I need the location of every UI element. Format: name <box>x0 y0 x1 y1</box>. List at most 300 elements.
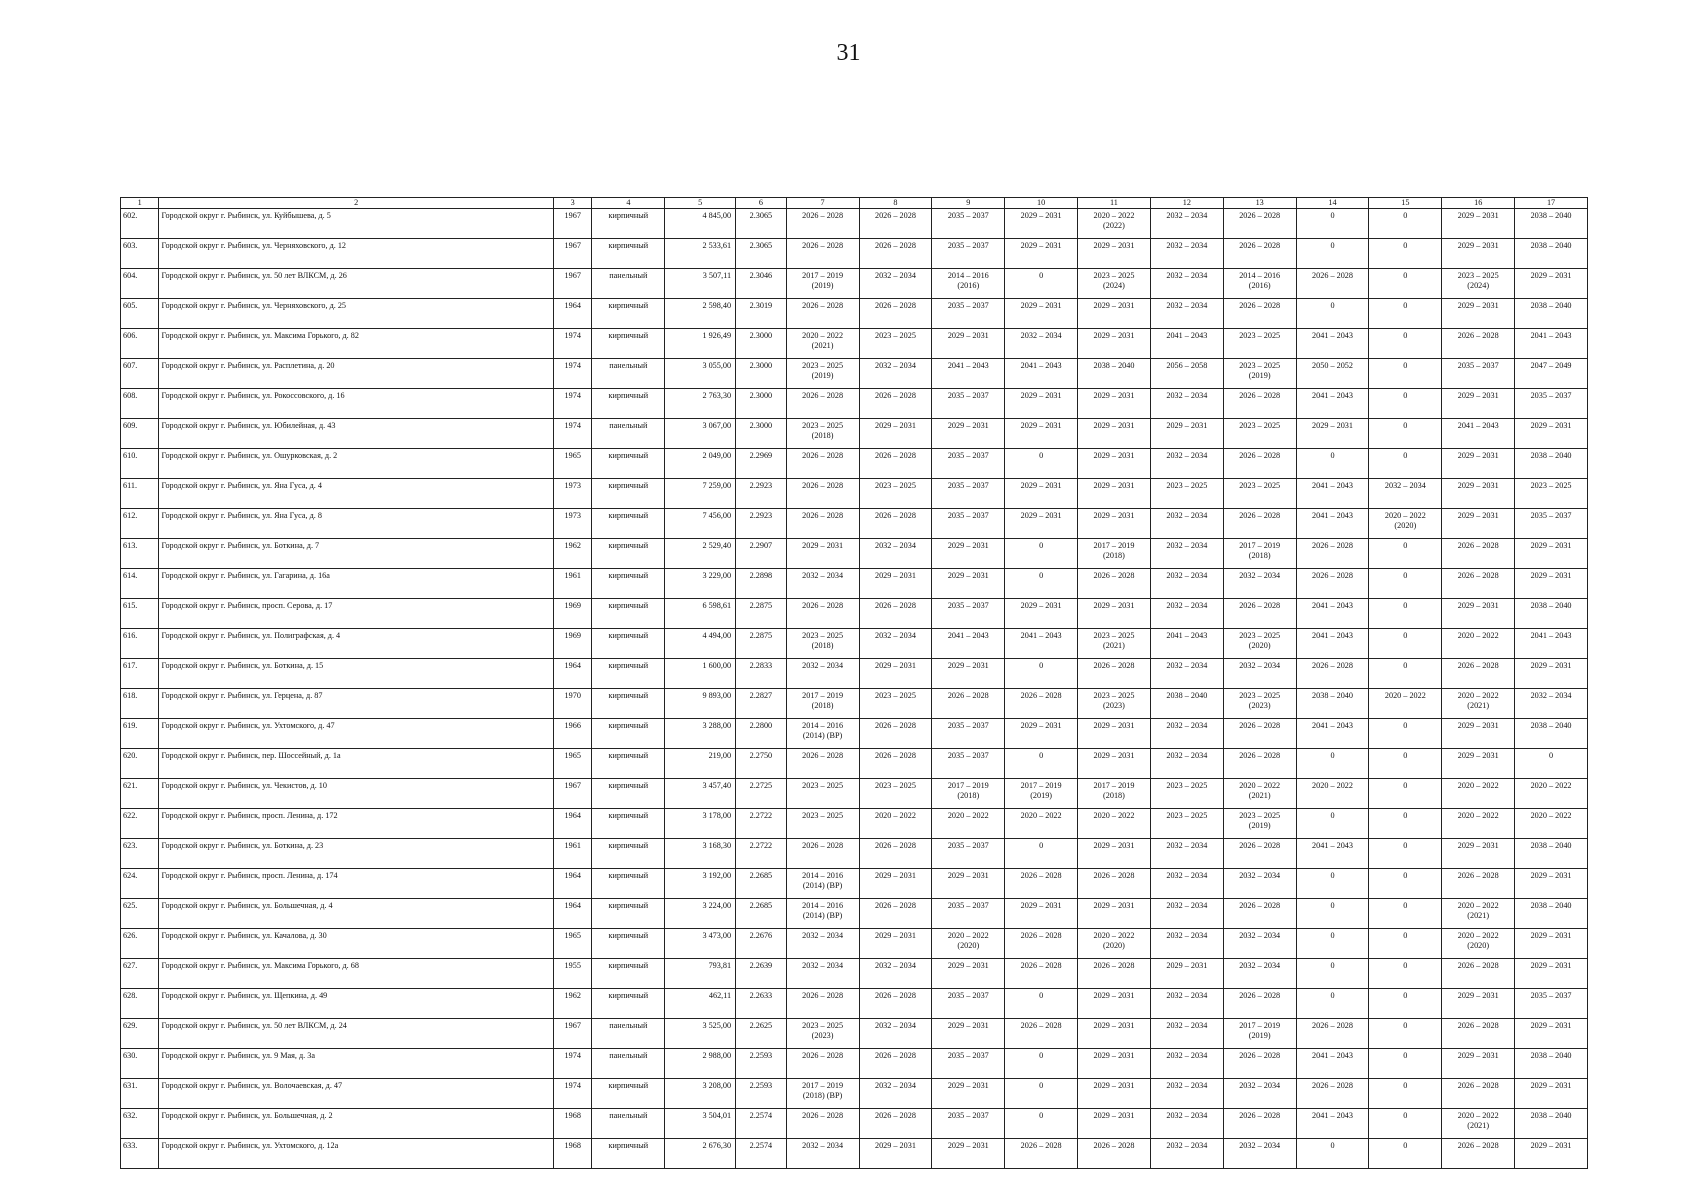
year-cell <box>554 389 592 419</box>
cell-text: 1974 <box>564 1081 581 1090</box>
cell-text: 4 845,00 <box>702 211 732 220</box>
cell-text: (2021) <box>1248 791 1271 800</box>
cell-text: (2019) <box>811 281 834 290</box>
period-cell <box>786 1139 859 1169</box>
cell-text: 1 600,00 <box>702 661 732 670</box>
period-cell <box>1150 1049 1223 1079</box>
cell-text: Городской округ г. Рыбинск, ул. Юбилейная, д. 43 <box>161 421 336 430</box>
period-cell <box>1296 809 1369 839</box>
table-row <box>121 389 1588 419</box>
period-cell <box>1078 599 1151 629</box>
cell-text: 2029 – 2031 <box>1457 601 1499 610</box>
period-cell <box>1296 749 1369 779</box>
period-cell <box>932 659 1005 689</box>
period-cell <box>859 329 932 359</box>
cell-text: 0 <box>1039 571 1044 580</box>
period-cell <box>1078 839 1151 869</box>
cell-text: 2014 – 2016 <box>802 721 844 730</box>
period-cell <box>1150 539 1223 569</box>
cell-text: 2026 – 2028 <box>1239 241 1281 250</box>
cell-text: 2029 – 2031 <box>1457 391 1499 400</box>
period-cell <box>1515 1049 1588 1079</box>
period-cell <box>932 1139 1005 1169</box>
period-cell <box>1150 509 1223 539</box>
cell-text: 0 <box>1403 241 1408 250</box>
area-cell <box>665 899 736 929</box>
period-cell <box>1296 719 1369 749</box>
year-cell <box>554 959 592 989</box>
period-cell <box>932 419 1005 449</box>
cell-text: 2041 – 2043 <box>1312 721 1353 730</box>
cell-text: 2026 – 2028 <box>1239 751 1281 760</box>
cell-text: 2026 – 2028 <box>1093 961 1135 970</box>
cell-text: 0 <box>1403 961 1408 970</box>
cell-text: 0 <box>1039 991 1044 1000</box>
cell-text: Городской округ г. Рыбинск, ул. Боткина, д. 7 <box>161 541 320 550</box>
year-cell <box>554 299 592 329</box>
year-cell <box>554 1019 592 1049</box>
cell-text: 0 <box>1330 211 1335 220</box>
period-cell <box>859 449 932 479</box>
cell-text: 608. <box>123 391 138 400</box>
period-cell <box>1223 449 1296 479</box>
cell-text: 2035 – 2037 <box>1457 361 1499 370</box>
cell-text: (2024) <box>1103 281 1125 290</box>
period-cell <box>786 1079 859 1109</box>
cell-text: (2018) <box>811 431 834 440</box>
period-cell <box>1442 539 1515 569</box>
period-cell <box>1078 569 1151 599</box>
cell-text: 2035 – 2037 <box>947 841 989 850</box>
period-cell <box>932 839 1005 869</box>
area-cell <box>665 419 736 449</box>
cell-text: 2029 – 2031 <box>1457 991 1499 1000</box>
column-header: 11 <box>1078 198 1151 209</box>
row-number-cell <box>121 1049 159 1079</box>
index-cell <box>736 629 787 659</box>
cell-text: 0 <box>1039 751 1044 760</box>
cell-text: 0 <box>1403 721 1408 730</box>
cell-text: 2.2574 <box>749 1141 773 1150</box>
address-cell <box>159 509 554 539</box>
cell-text: 3 473,00 <box>702 931 732 940</box>
cell-text: 3 224,00 <box>702 901 732 910</box>
period-cell <box>1442 269 1515 299</box>
cell-text: 2026 – 2028 <box>874 451 916 460</box>
year-cell <box>554 209 592 239</box>
period-cell <box>1150 899 1223 929</box>
period-cell <box>1515 419 1588 449</box>
period-cell <box>786 599 859 629</box>
cell-text: (2018) <box>811 641 834 650</box>
period-cell <box>1369 539 1442 569</box>
cell-text: 604. <box>123 271 138 280</box>
period-cell <box>1442 689 1515 719</box>
area-cell <box>665 659 736 689</box>
material-cell <box>592 959 665 989</box>
period-cell <box>1078 479 1151 509</box>
cell-text: 2041 – 2043 <box>1020 631 1062 640</box>
cell-text: 1966 <box>564 721 581 730</box>
cell-text: 2020 – 2022 <box>1093 211 1135 220</box>
cell-text: 2023 – 2025 <box>1166 811 1208 820</box>
address-cell <box>159 389 554 419</box>
cell-text: 1 926,49 <box>702 331 732 340</box>
cell-text: 2026 – 2028 <box>874 991 916 1000</box>
cell-text: 2026 – 2028 <box>874 211 916 220</box>
period-cell <box>859 809 932 839</box>
period-cell <box>859 1109 932 1139</box>
cell-text: 2032 – 2034 <box>1239 1141 1281 1150</box>
cell-text: 2026 – 2028 <box>1312 661 1353 670</box>
cell-text: 2.3046 <box>749 271 773 280</box>
cell-text: 1973 <box>564 511 581 520</box>
cell-text: 0 <box>1330 991 1335 1000</box>
period-cell <box>786 209 859 239</box>
cell-text: 0 <box>1403 751 1408 760</box>
period-cell <box>786 389 859 419</box>
cell-text: 2017 – 2019 <box>1020 781 1062 790</box>
material-cell <box>592 689 665 719</box>
period-cell <box>1442 1049 1515 1079</box>
period-cell <box>859 359 932 389</box>
cell-text: 0 <box>1039 541 1044 550</box>
material-cell <box>592 359 665 389</box>
material-cell <box>592 929 665 959</box>
cell-text: Городской округ г. Рыбинск, ул. Максима Горького, д. 68 <box>161 961 359 970</box>
cell-text: 2035 – 2037 <box>947 211 989 220</box>
cell-text: 2029 – 2031 <box>1530 1081 1572 1090</box>
cell-text: 2041 – 2043 <box>1312 511 1353 520</box>
row-number-cell <box>121 569 159 599</box>
address-cell <box>159 1049 554 1079</box>
cell-text: 2032 – 2034 <box>1166 541 1208 550</box>
area-cell <box>665 869 736 899</box>
period-cell <box>1005 1139 1078 1169</box>
cell-text: (2018) <box>1248 551 1271 560</box>
cell-text: 0 <box>1403 331 1408 340</box>
material-cell <box>592 599 665 629</box>
period-cell <box>1005 629 1078 659</box>
address-cell <box>159 479 554 509</box>
period-cell <box>1515 779 1588 809</box>
area-cell <box>665 509 736 539</box>
cell-text: 2 763,30 <box>702 391 732 400</box>
cell-text: 2029 – 2031 <box>1093 1081 1135 1090</box>
address-cell <box>159 659 554 689</box>
column-header: 17 <box>1515 198 1588 209</box>
cell-text: 0 <box>1330 241 1335 250</box>
period-cell <box>1296 869 1369 899</box>
cell-text: 2029 – 2031 <box>947 1021 989 1030</box>
cell-text: 2026 – 2028 <box>802 841 844 850</box>
period-cell <box>1078 899 1151 929</box>
cell-text: панельный <box>609 1021 648 1030</box>
cell-text: (2023) <box>811 1031 834 1040</box>
address-cell <box>159 809 554 839</box>
cell-text: 2041 – 2043 <box>1312 841 1353 850</box>
cell-text: 2029 – 2031 <box>1530 931 1572 940</box>
period-cell <box>1442 839 1515 869</box>
period-cell <box>932 479 1005 509</box>
address-cell <box>159 1109 554 1139</box>
period-cell <box>1150 989 1223 1019</box>
cell-text: (2019) <box>1248 821 1271 830</box>
cell-text: (2021) <box>1467 1121 1490 1130</box>
year-cell <box>554 449 592 479</box>
cell-text: 2023 – 2025 <box>874 481 916 490</box>
period-cell <box>932 269 1005 299</box>
cell-text: 2047 – 2049 <box>1530 361 1572 370</box>
period-cell <box>1296 899 1369 929</box>
cell-text: 2029 – 2031 <box>1093 1051 1135 1060</box>
column-header: 1 <box>121 198 159 209</box>
period-cell <box>786 839 859 869</box>
cell-text: 2029 – 2031 <box>1020 481 1062 490</box>
period-cell <box>1442 869 1515 899</box>
address-cell <box>159 839 554 869</box>
period-cell <box>932 749 1005 779</box>
area-cell <box>665 1139 736 1169</box>
cell-text: 2032 – 2034 <box>802 931 844 940</box>
cell-text: (2016) <box>957 281 980 290</box>
period-cell <box>1005 539 1078 569</box>
cell-text: (2024) <box>1467 281 1490 290</box>
period-cell <box>859 239 932 269</box>
period-cell <box>1515 929 1588 959</box>
cell-text: 602. <box>123 211 138 220</box>
cell-text: 2023 – 2025 <box>802 781 844 790</box>
address-cell <box>159 899 554 929</box>
row-number-cell <box>121 989 159 1019</box>
cell-text: 2023 – 2025 <box>874 691 916 700</box>
cell-text: 0 <box>1549 751 1554 760</box>
cell-text: 2029 – 2031 <box>947 571 989 580</box>
cell-text: 2026 – 2028 <box>1457 571 1499 580</box>
table-row <box>121 899 1588 929</box>
cell-text: 0 <box>1039 1051 1044 1060</box>
period-cell <box>786 509 859 539</box>
period-cell <box>1296 389 1369 419</box>
material-cell <box>592 419 665 449</box>
index-cell <box>736 929 787 959</box>
period-cell <box>859 779 932 809</box>
cell-text: 1974 <box>564 361 581 370</box>
table-row <box>121 449 1588 479</box>
cell-text: 2026 – 2028 <box>1239 211 1281 220</box>
row-number-cell <box>121 839 159 869</box>
cell-text: кирпичный <box>608 541 649 550</box>
period-cell <box>786 719 859 749</box>
cell-text: 2014 – 2016 <box>802 871 844 880</box>
cell-text: кирпичный <box>608 301 649 310</box>
cell-text: Городской округ г. Рыбинск, ул. 50 лет ВЛКСМ, д. 26 <box>161 271 347 280</box>
cell-text: кирпичный <box>608 901 649 910</box>
cell-text: 1964 <box>564 871 581 880</box>
row-number-cell <box>121 509 159 539</box>
period-cell <box>1005 1019 1078 1049</box>
cell-text: 2029 – 2031 <box>1020 391 1062 400</box>
cell-text: Городской округ г. Рыбинск, ул. Большечная, д. 4 <box>161 901 333 910</box>
cell-text: 2029 – 2031 <box>1457 841 1499 850</box>
material-cell <box>592 269 665 299</box>
period-cell <box>1442 749 1515 779</box>
period-cell <box>1296 539 1369 569</box>
cell-text: 3 192,00 <box>702 871 732 880</box>
cell-text: 2029 – 2031 <box>947 961 989 970</box>
cell-text: 2026 – 2028 <box>874 511 916 520</box>
cell-text: 2026 – 2028 <box>1239 1111 1281 1120</box>
cell-text: Городской округ г. Рыбинск, ул. Яна Гуса, д. 8 <box>161 511 322 520</box>
cell-text: 2041 – 2043 <box>1457 421 1499 430</box>
cell-text: 2020 – 2022 <box>1457 901 1499 910</box>
cell-text: 2029 – 2031 <box>947 421 989 430</box>
row-number-cell <box>121 929 159 959</box>
cell-text: 2032 – 2034 <box>1166 241 1208 250</box>
cell-text: Городской округ г. Рыбинск, просп. Серова, д. 17 <box>161 601 333 610</box>
period-cell <box>859 1079 932 1109</box>
cell-text: 2029 – 2031 <box>874 421 916 430</box>
period-cell <box>1150 809 1223 839</box>
cell-text: 2.3065 <box>749 241 773 250</box>
period-cell <box>1442 1139 1515 1169</box>
cell-text: Городской округ г. Рыбинск, ул. Яна Гуса, д. 4 <box>161 481 322 490</box>
cell-text: 1967 <box>564 1021 581 1030</box>
cell-text: 2032 – 2034 <box>1166 511 1208 520</box>
period-cell <box>1005 869 1078 899</box>
cell-text: 2026 – 2028 <box>802 511 844 520</box>
cell-text: 2035 – 2037 <box>947 1051 989 1060</box>
period-cell <box>1369 989 1442 1019</box>
period-cell <box>1369 719 1442 749</box>
period-cell <box>1369 929 1442 959</box>
cell-text: 2026 – 2028 <box>1093 871 1135 880</box>
address-cell <box>159 629 554 659</box>
cell-text: 2023 – 2025 <box>802 631 844 640</box>
cell-text: 2032 – 2034 <box>1166 1111 1208 1120</box>
cell-text: (2022) <box>1103 221 1125 230</box>
cell-text: 2029 – 2031 <box>1093 841 1135 850</box>
cell-text: 2.3000 <box>749 331 773 340</box>
cell-text: (2019) <box>1248 1031 1271 1040</box>
period-cell <box>786 1019 859 1049</box>
period-cell <box>1078 509 1151 539</box>
period-cell <box>786 299 859 329</box>
cell-text: 628. <box>123 991 138 1000</box>
period-cell <box>786 479 859 509</box>
period-cell <box>1223 1109 1296 1139</box>
table-row <box>121 659 1588 689</box>
cell-text: кирпичный <box>608 661 649 670</box>
cell-text: 2029 – 2031 <box>1093 241 1135 250</box>
period-cell <box>1150 1109 1223 1139</box>
cell-text: кирпичный <box>608 751 649 760</box>
period-cell <box>1296 659 1369 689</box>
cell-text: 2020 – 2022 <box>1384 691 1426 700</box>
cell-text: 2.2907 <box>749 541 773 550</box>
material-cell <box>592 869 665 899</box>
period-cell <box>1369 749 1442 779</box>
cell-text: 2026 – 2028 <box>1239 991 1281 1000</box>
cell-text: 2026 – 2028 <box>1457 871 1499 880</box>
period-cell <box>1296 839 1369 869</box>
period-cell <box>1296 209 1369 239</box>
period-cell <box>1223 1049 1296 1079</box>
cell-text: (2018) (ВР) <box>802 1091 843 1100</box>
cell-text: 0 <box>1403 1111 1408 1120</box>
cell-text: кирпичный <box>608 1081 649 1090</box>
period-cell <box>1223 569 1296 599</box>
cell-text: 2026 – 2028 <box>1457 1141 1499 1150</box>
cell-text: 2032 – 2034 <box>1239 661 1281 670</box>
cell-text: кирпичный <box>608 481 649 490</box>
index-cell <box>736 539 787 569</box>
cell-text: 2038 – 2040 <box>1530 901 1572 910</box>
cell-text: 2038 – 2040 <box>1530 1051 1572 1060</box>
cell-text: 2026 – 2028 <box>1239 901 1281 910</box>
period-cell <box>1296 1109 1369 1139</box>
cell-text: панельный <box>609 1111 648 1120</box>
period-cell <box>1369 1049 1442 1079</box>
cell-text: 2032 – 2034 <box>1166 871 1208 880</box>
cell-text: 605. <box>123 301 138 310</box>
period-cell <box>1223 989 1296 1019</box>
period-cell <box>859 959 932 989</box>
cell-text: (2014) (ВР) <box>802 911 843 920</box>
year-cell <box>554 329 592 359</box>
cell-text: 3 178,00 <box>702 811 732 820</box>
column-header: 7 <box>786 198 859 209</box>
year-cell <box>554 539 592 569</box>
period-cell <box>859 989 932 1019</box>
cell-text: кирпичный <box>608 871 649 880</box>
cell-text: 2017 – 2019 <box>1093 541 1135 550</box>
row-number-cell <box>121 239 159 269</box>
cell-text: кирпичный <box>608 961 649 970</box>
cell-text: 2032 – 2034 <box>1239 1081 1281 1090</box>
cell-text: 0 <box>1403 871 1408 880</box>
cell-text: 2032 – 2034 <box>1166 1141 1208 1150</box>
cell-text: (2019) <box>1248 371 1271 380</box>
cell-text: (2021) <box>811 341 834 350</box>
cell-text: 2029 – 2031 <box>1093 901 1135 910</box>
area-cell <box>665 1079 736 1109</box>
cell-text: Городской округ г. Рыбинск, ул. Черняховского, д. 25 <box>161 301 347 310</box>
cell-text: 2041 – 2043 <box>1020 361 1062 370</box>
period-cell <box>1442 1019 1515 1049</box>
period-cell <box>1078 1079 1151 1109</box>
cell-text: 2023 – 2025 <box>1457 271 1499 280</box>
table-row <box>121 1019 1588 1049</box>
address-cell <box>159 299 554 329</box>
cell-text: 2029 – 2031 <box>1457 1051 1499 1060</box>
cell-text: 2023 – 2025 <box>1239 631 1281 640</box>
year-cell <box>554 779 592 809</box>
period-cell <box>1223 1139 1296 1169</box>
area-cell <box>665 1109 736 1139</box>
period-cell <box>1223 839 1296 869</box>
period-cell <box>932 989 1005 1019</box>
period-cell <box>1296 1139 1369 1169</box>
period-cell <box>1296 629 1369 659</box>
period-cell <box>1442 299 1515 329</box>
cell-text: 2029 – 2031 <box>1530 271 1572 280</box>
period-cell <box>1296 689 1369 719</box>
period-cell <box>932 509 1005 539</box>
cell-text: 2026 – 2028 <box>1093 1141 1135 1150</box>
cell-text: 2026 – 2028 <box>1093 571 1135 580</box>
cell-text: 2038 – 2040 <box>1312 691 1353 700</box>
